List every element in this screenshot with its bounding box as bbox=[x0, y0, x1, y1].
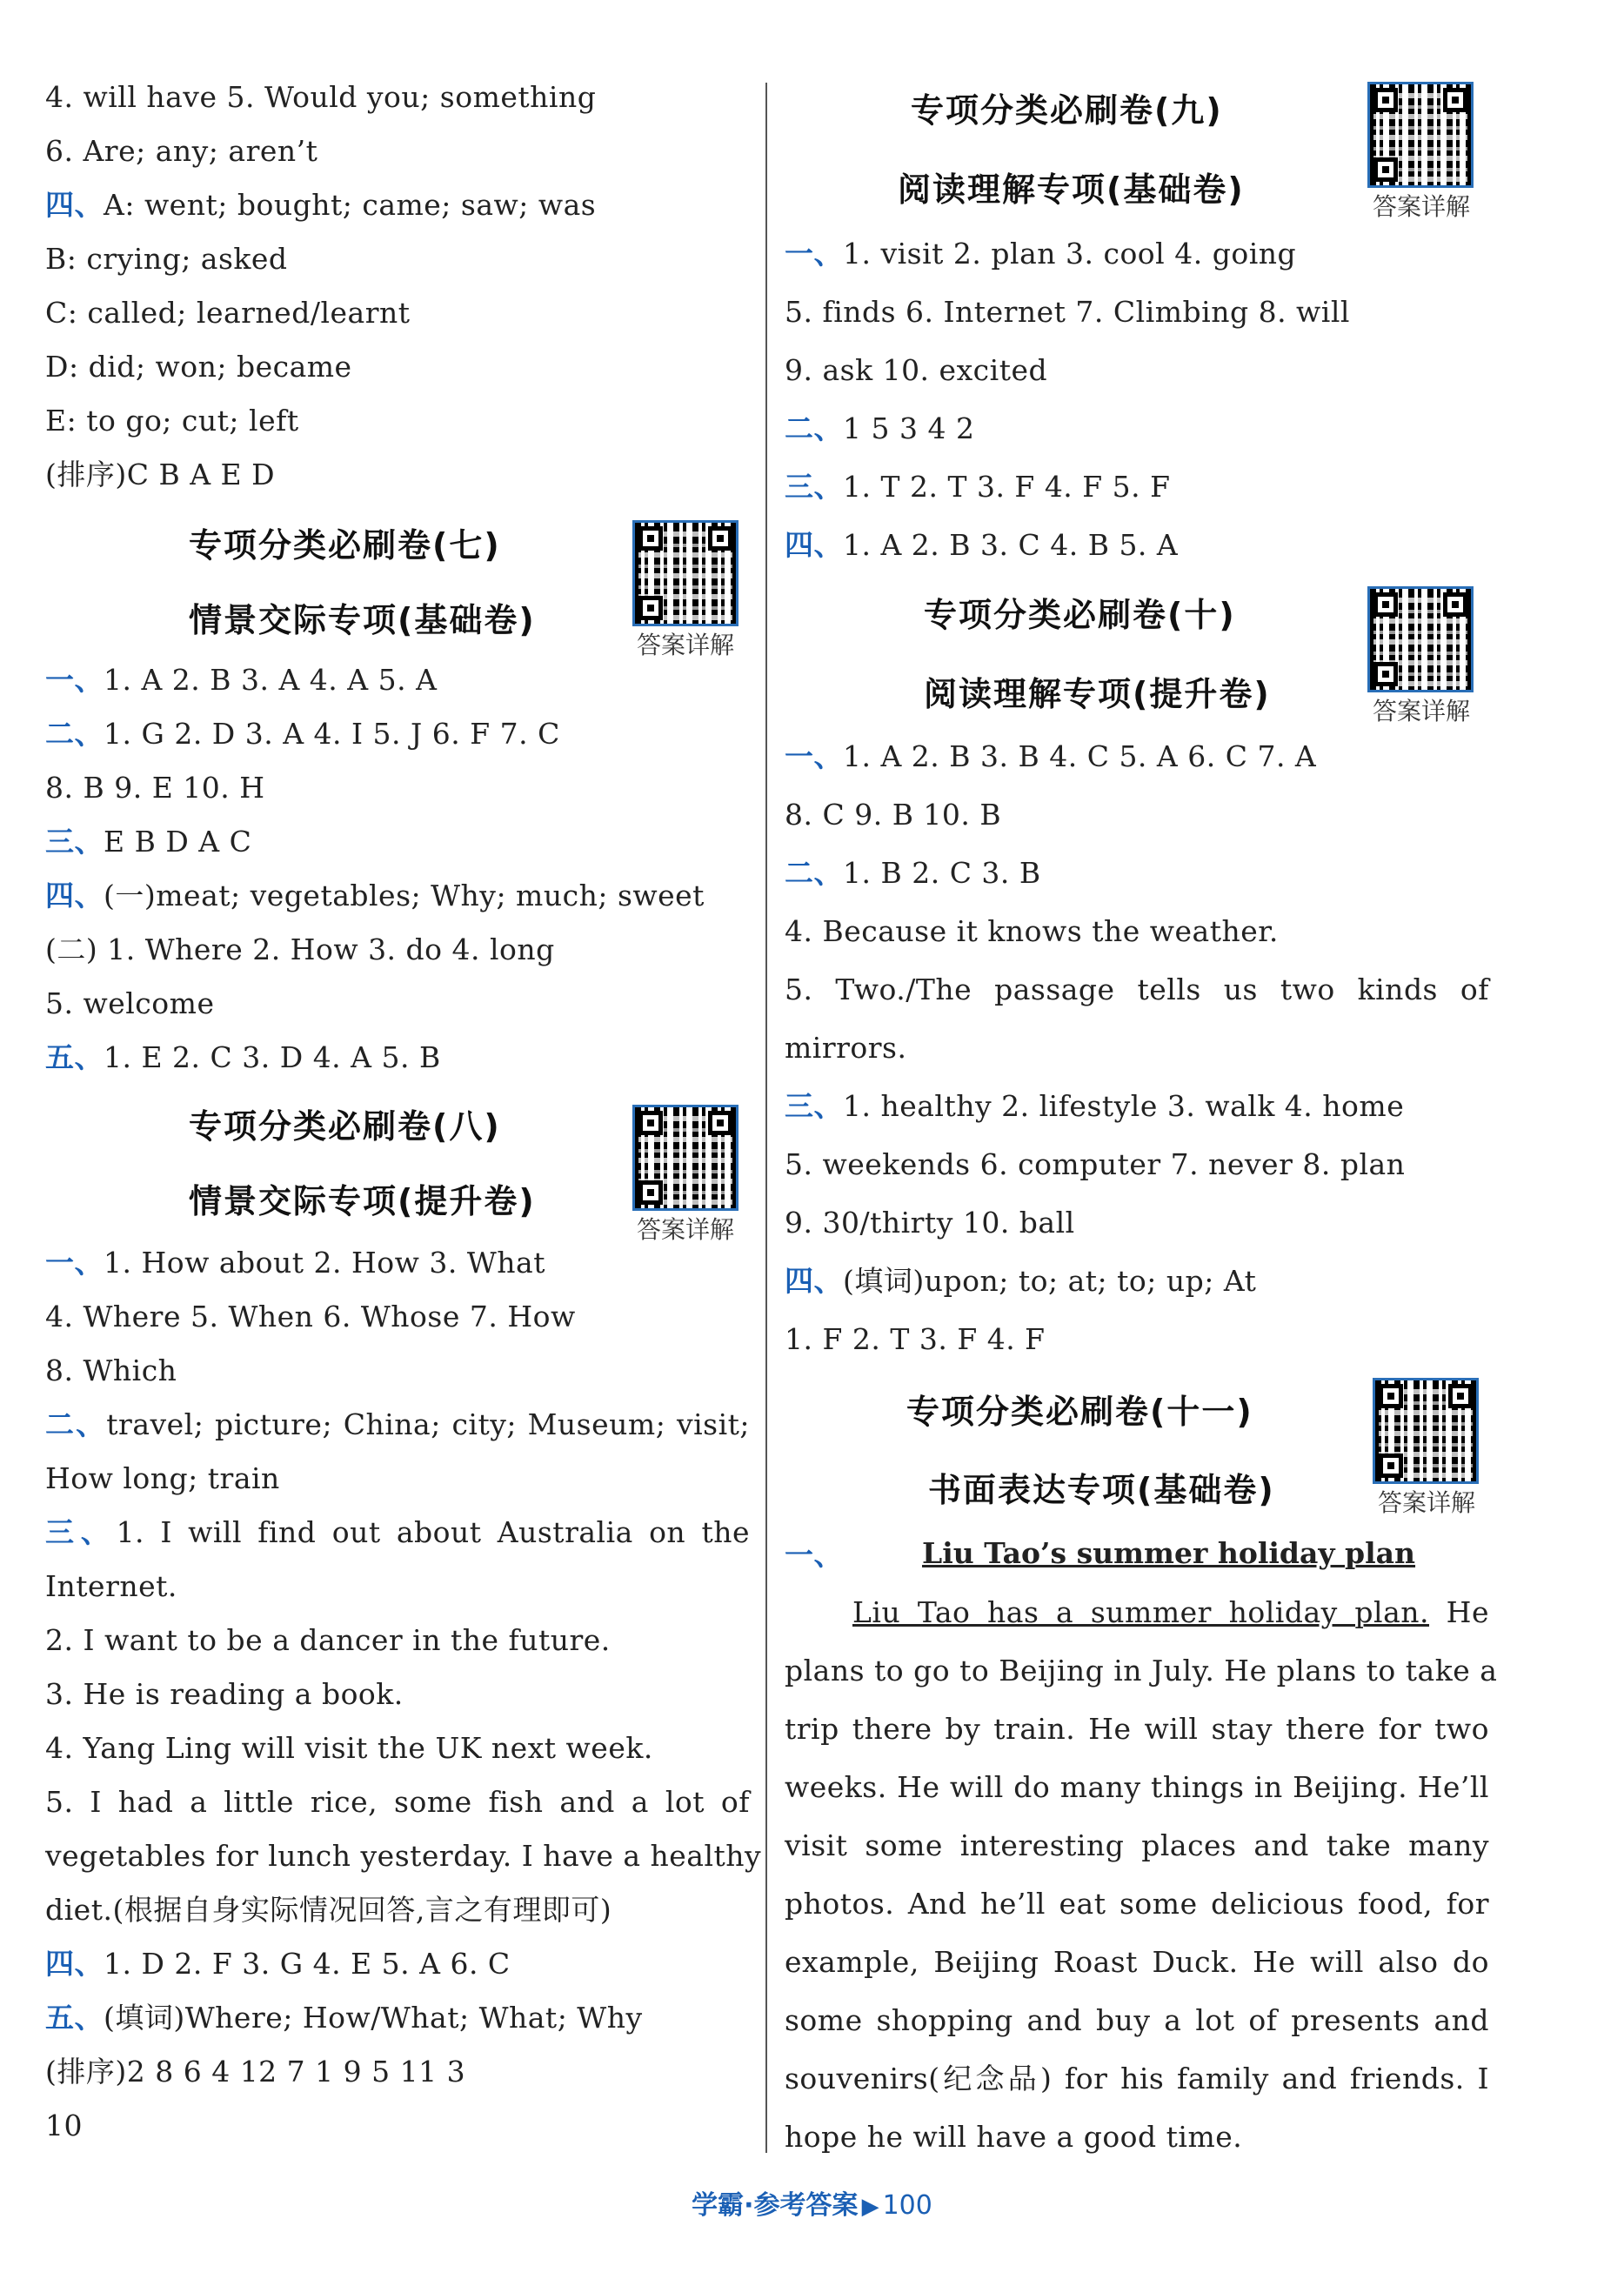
answer-line: 8. C 9. B 10. B bbox=[785, 798, 1002, 832]
section-marker: 一、 bbox=[785, 739, 843, 773]
answer-line: 一、1. How about 2. How 3. What bbox=[45, 1246, 545, 1280]
answer-line: 五、(填词)Where; How/What; What; Why bbox=[45, 2001, 643, 2035]
play-arrow-icon: ▶ bbox=[861, 2194, 879, 2220]
brand-logo: 学霸 bbox=[692, 2190, 745, 2221]
section-subtitle: 情景交际专项(基础卷) bbox=[189, 601, 536, 639]
essay-line: souvenirs(纪念品) for his family and friends. I bbox=[785, 2062, 1489, 2095]
section-marker: 四、 bbox=[45, 1947, 104, 1981]
section-marker: 三、 bbox=[785, 470, 843, 504]
section-marker: 三、 bbox=[785, 1089, 843, 1123]
essay-line: some shopping and buy a lot of presents and bbox=[785, 2003, 1489, 2037]
answer-line: 4. Yang Ling will visit the UK next week. bbox=[45, 1731, 653, 1765]
answer-line: 三、1. healthy 2. lifestyle 3. walk 4. home bbox=[785, 1089, 1405, 1123]
qr-code-icon[interactable] bbox=[632, 1105, 738, 1211]
answer-line: (排序)2 8 6 4 12 7 1 9 5 11 3 bbox=[45, 2055, 466, 2089]
qr-label: 答案详解 bbox=[1378, 1488, 1476, 1517]
answer-line: 四、(一)meat; vegetables; Why; much; sweet bbox=[45, 879, 705, 912]
answer-line: 8. Which bbox=[45, 1353, 177, 1387]
section-marker: 一、 bbox=[45, 663, 104, 697]
section-subtitle: 书面表达专项(基础卷) bbox=[928, 1471, 1275, 1509]
answer-line: (排序)C B A E D bbox=[45, 458, 276, 491]
section-marker: 五、 bbox=[45, 2001, 104, 2035]
section-marker: 三、 bbox=[45, 825, 104, 859]
answer-line: How long; train bbox=[45, 1461, 280, 1495]
essay-title: Liu Tao’s summer holiday plan bbox=[922, 1536, 1416, 1570]
section-marker: 二、 bbox=[45, 1407, 107, 1441]
answer-line: (二) 1. Where 2. How 3. do 4. long bbox=[45, 932, 555, 966]
answer-line: 二、1 5 3 4 2 bbox=[785, 411, 975, 445]
section-title: 专项分类必刷卷(八) bbox=[189, 1107, 501, 1146]
answer-line: 四、1. A 2. B 3. C 4. B 5. A bbox=[785, 528, 1179, 562]
section-title: 专项分类必刷卷(十一) bbox=[906, 1393, 1253, 1431]
section-marker: 二、 bbox=[785, 411, 843, 445]
qr-code-icon[interactable] bbox=[632, 520, 738, 626]
answer-line: 五、1. E 2. C 3. D 4. A 5. B bbox=[45, 1040, 441, 1074]
section-marker: 四、 bbox=[785, 1264, 843, 1298]
answer-line: Internet. bbox=[45, 1569, 177, 1603]
answer-line: 四、A: went; bought; came; saw; was bbox=[45, 188, 597, 222]
answer-line: C: called; learned/learnt bbox=[45, 296, 411, 330]
answer-line: diet.(根据自身实际情况回答,言之有理即可) bbox=[45, 1893, 612, 1927]
answer-line: 二、travel; picture; China; city; Museum; visit; bbox=[45, 1407, 751, 1441]
essay-line: hope he will have a good time. bbox=[785, 2120, 1243, 2154]
answer-line: 4. Because it knows the weather. bbox=[785, 914, 1279, 948]
answer-line: vegetables for lunch yesterday. I have a healthy bbox=[45, 1839, 762, 1873]
section-title: 专项分类必刷卷(七) bbox=[189, 526, 501, 565]
section-marker: 二、 bbox=[45, 717, 104, 751]
answer-line: 9. 30/thirty 10. ball bbox=[785, 1206, 1075, 1240]
section-marker: 五、 bbox=[45, 1040, 104, 1074]
qr-code-icon[interactable] bbox=[1367, 82, 1474, 188]
answer-line: 5. weekends 6. computer 7. never 8. plan bbox=[785, 1147, 1406, 1181]
answer-line: 一、1. visit 2. plan 3. cool 4. going bbox=[785, 237, 1297, 271]
section-marker: 一、 bbox=[785, 1538, 843, 1572]
essay-line: example, Beijing Roast Duck. He will also do bbox=[785, 1945, 1489, 1979]
essay-line: Liu Tao has a summer holiday plan. He bbox=[852, 1595, 1489, 1629]
column-divider bbox=[765, 83, 767, 2153]
answer-line: 5. Two./The passage tells us two kinds of bbox=[785, 972, 1489, 1006]
page-edge bbox=[0, 0, 9, 2279]
answer-line: 5. finds 6. Internet 7. Climbing 8. will bbox=[785, 295, 1350, 329]
qr-label: 答案详解 bbox=[1373, 697, 1471, 725]
answer-line: 9. ask 10. excited bbox=[785, 353, 1048, 387]
section-marker: 一、 bbox=[45, 1246, 104, 1280]
answer-line: 三、E B D A C bbox=[45, 825, 252, 859]
essay-line: photos. And he’ll eat some delicious food, for bbox=[785, 1887, 1489, 1921]
answer-line: E: to go; cut; left bbox=[45, 404, 299, 438]
answer-line: 4. Where 5. When 6. Whose 7. How bbox=[45, 1300, 576, 1333]
section-title: 专项分类必刷卷(九) bbox=[911, 91, 1223, 130]
answer-line: D: did; won; became bbox=[45, 350, 352, 384]
answer-line: mirrors. bbox=[785, 1031, 907, 1065]
section-marker: 四、 bbox=[45, 188, 104, 222]
answer-line: 1. F 2. T 3. F 4. F bbox=[785, 1322, 1046, 1356]
page-footer bbox=[0, 2183, 1624, 2222]
answer-line: 2. I want to be a dancer in the future. bbox=[45, 1623, 611, 1657]
essay-line: trip there by train. He will stay there for two bbox=[785, 1712, 1489, 1746]
answer-line: 10 bbox=[45, 2109, 83, 2142]
page-number: 100 bbox=[882, 2190, 932, 2221]
qr-code-icon[interactable] bbox=[1367, 586, 1474, 692]
section-title: 专项分类必刷卷(十) bbox=[924, 596, 1236, 634]
answer-line bbox=[785, 1538, 843, 1573]
footer-label: 参考答案 bbox=[753, 2190, 859, 2221]
section-marker: 一、 bbox=[785, 237, 843, 271]
answer-line: 二、1. B 2. C 3. B bbox=[785, 856, 1041, 890]
section-subtitle: 情景交际专项(提升卷) bbox=[189, 1182, 536, 1220]
section-marker: 四、 bbox=[785, 528, 843, 562]
essay-line: weeks. He will do many things in Beijing. He’ll bbox=[785, 1770, 1489, 1804]
essay-line: plans to go to Beijing in July. He plans to take a bbox=[785, 1654, 1498, 1688]
section-marker: 二、 bbox=[785, 856, 843, 890]
answer-line: 5. I had a little rice, some fish and a lot of bbox=[45, 1785, 750, 1819]
section-marker: 四、 bbox=[45, 879, 104, 912]
qr-code-icon[interactable] bbox=[1373, 1378, 1479, 1484]
section-subtitle: 阅读理解专项(提升卷) bbox=[924, 675, 1271, 713]
section-subtitle: 阅读理解专项(基础卷) bbox=[898, 170, 1245, 209]
qr-label: 答案详解 bbox=[637, 1215, 735, 1244]
answer-line: 四、(填词)upon; to; at; to; up; At bbox=[785, 1264, 1257, 1298]
answer-line: 二、1. G 2. D 3. A 4. I 5. J 6. F 7. C bbox=[45, 717, 560, 751]
answer-line: 8. B 9. E 10. H bbox=[45, 771, 265, 805]
essay-line: visit some interesting places and take many bbox=[785, 1828, 1489, 1862]
answer-line: 一、1. A 2. B 3. A 4. A 5. A bbox=[45, 663, 438, 697]
qr-label: 答案详解 bbox=[1373, 192, 1471, 221]
answer-line: 四、1. D 2. F 3. G 4. E 5. A 6. C bbox=[45, 1947, 511, 1981]
answer-line: 三、1. T 2. T 3. F 4. F 5. F bbox=[785, 470, 1171, 504]
answer-line: 三、1. I will find out about Australia on the bbox=[45, 1515, 750, 1549]
section-marker: 三、 bbox=[45, 1515, 117, 1549]
answer-line: B: crying; asked bbox=[45, 242, 288, 276]
footer-separator: · bbox=[744, 2190, 754, 2221]
qr-label: 答案详解 bbox=[637, 631, 735, 659]
answer-line: 3. He is reading a book. bbox=[45, 1677, 404, 1711]
answer-line: 5. welcome bbox=[45, 986, 215, 1020]
answer-line: 一、1. A 2. B 3. B 4. C 5. A 6. C 7. A bbox=[785, 739, 1317, 773]
answer-line: 4. will have 5. Would you; something bbox=[45, 80, 597, 114]
answer-line: 6. Are; any; aren’t bbox=[45, 134, 318, 168]
